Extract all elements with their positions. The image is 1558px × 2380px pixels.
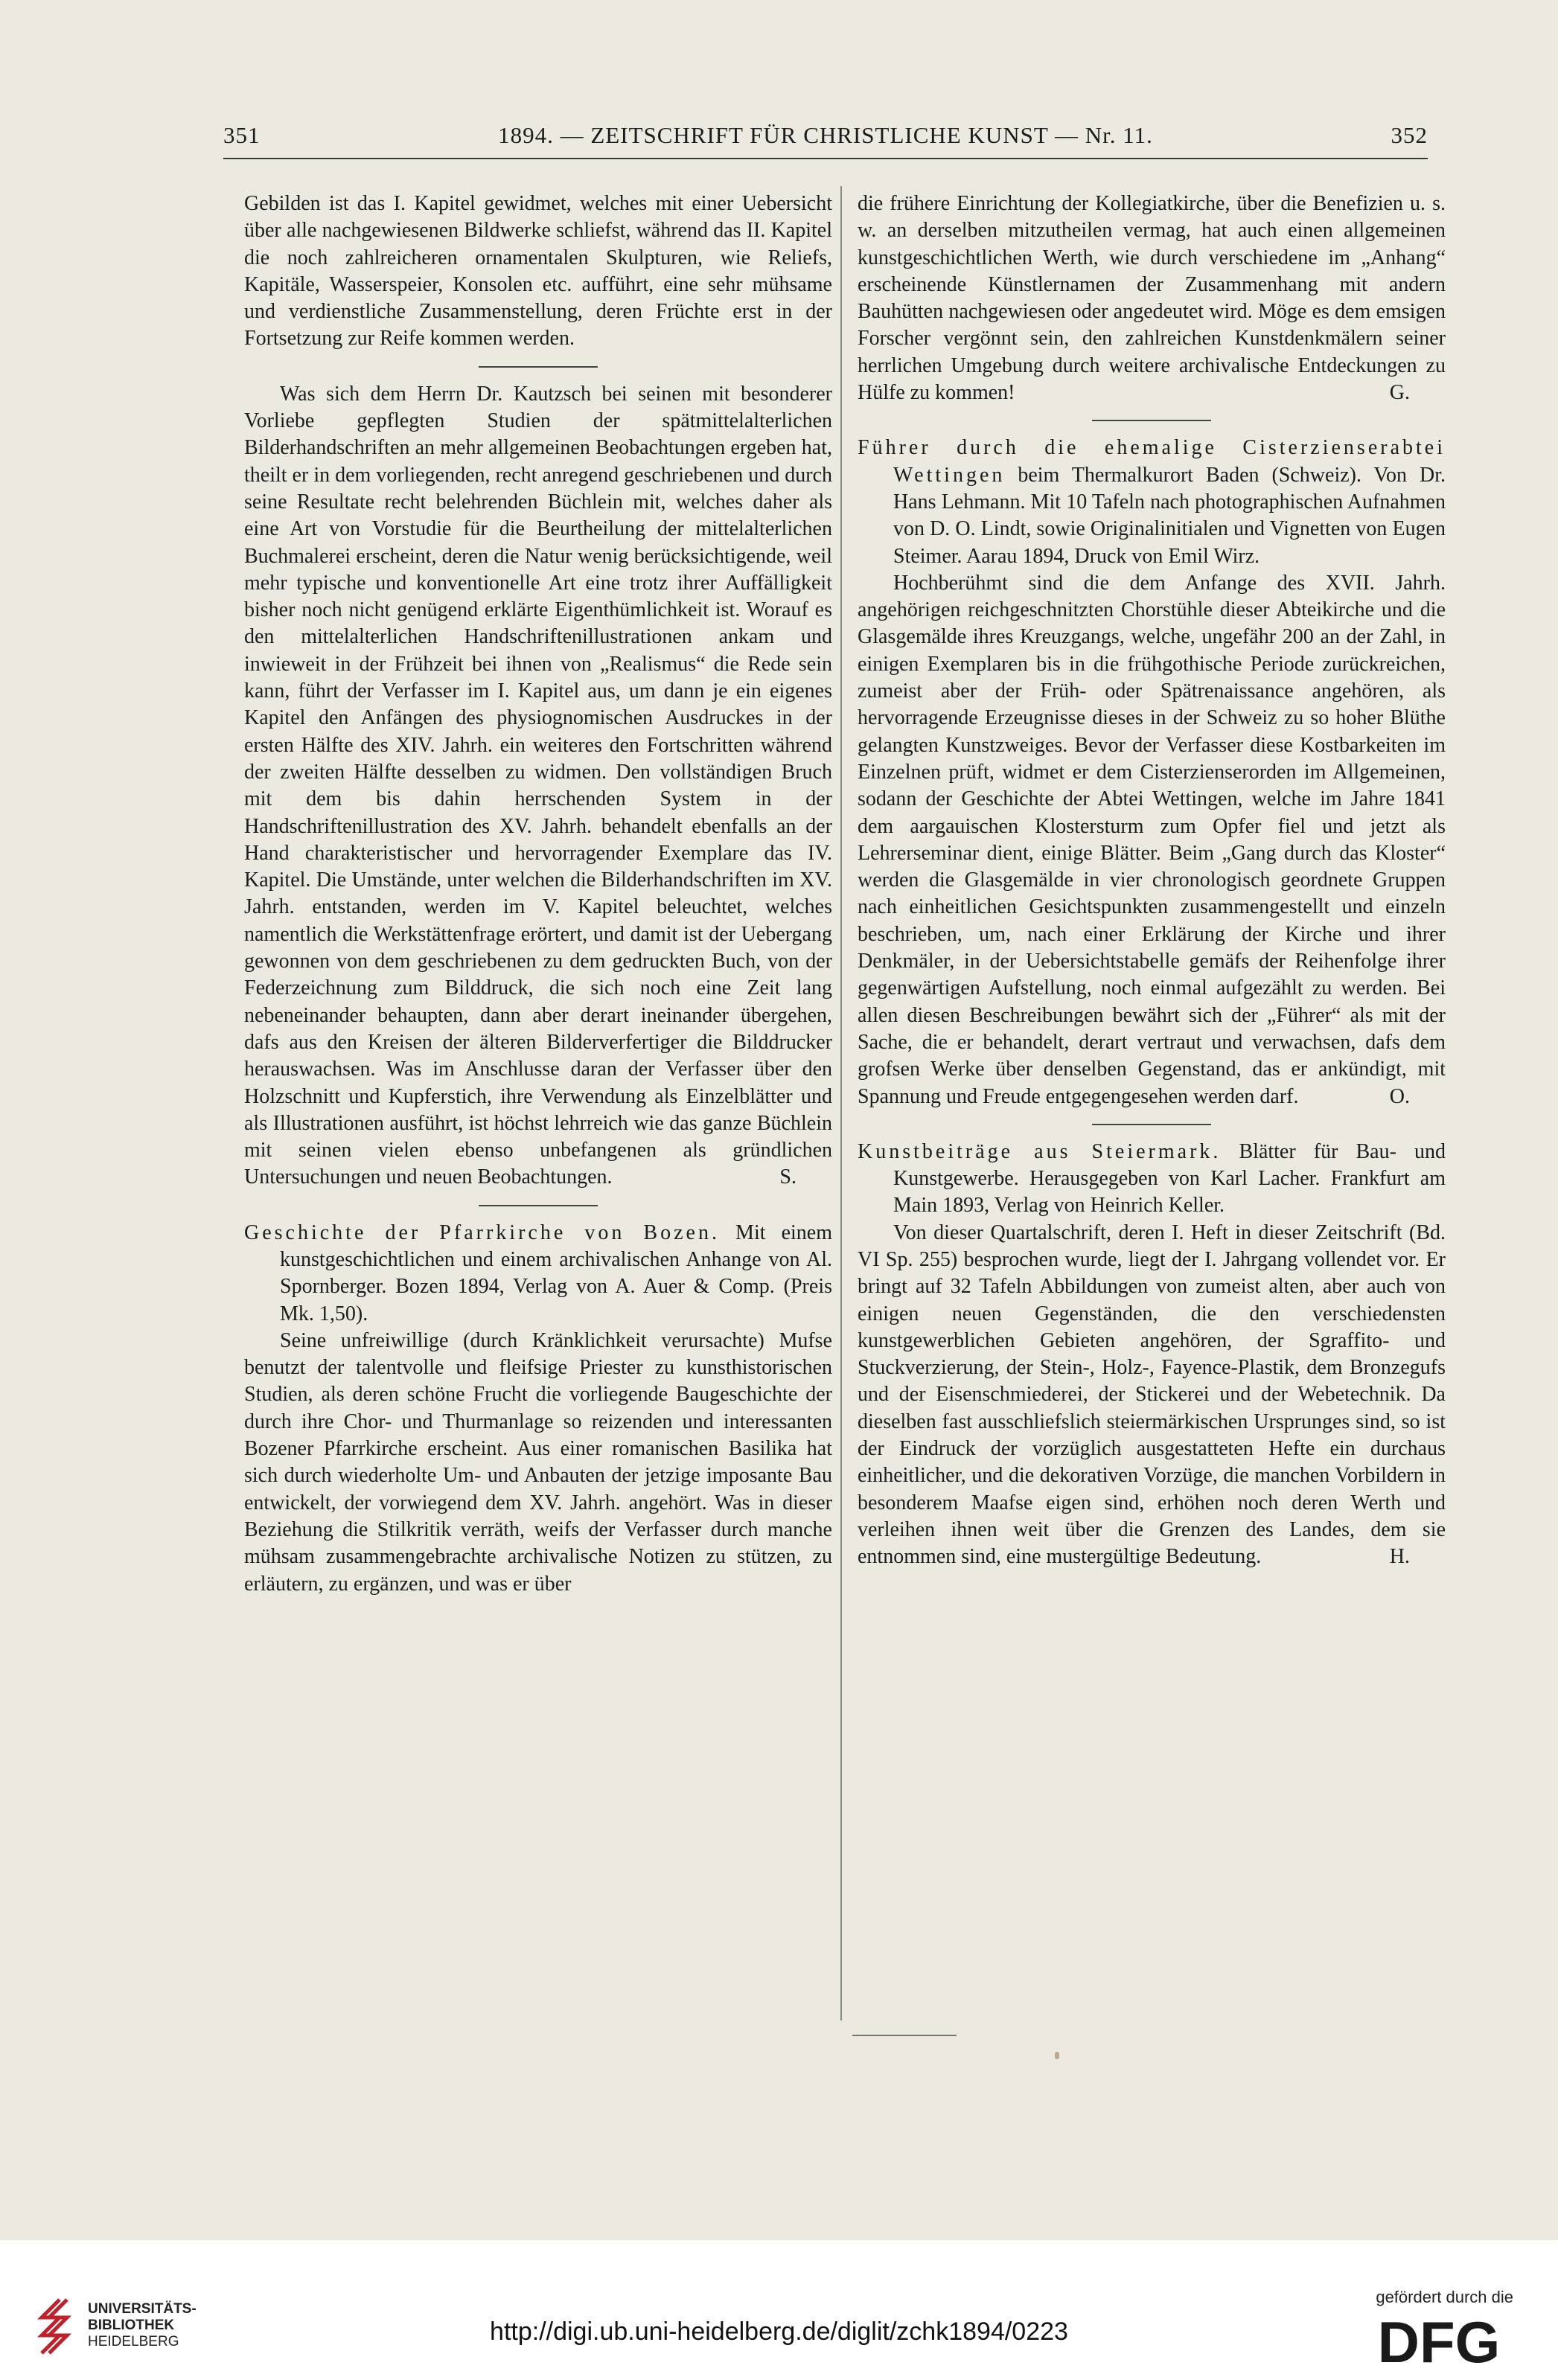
reviewer-signature: O. <box>1389 1084 1410 1108</box>
library-name-line: HEIDELBERG <box>88 2334 179 2349</box>
review-text: Seine unfreiwillige (durch Kränklichkeit verursachte) Mufse benutzt der talentvolle und fleifsige Priester zu kunsthistorischen Studien, als deren schöne Frucht die vorliegende Baugeschichte der durch ihre Chor- und Thurmanlage so reizenden und interessanten Bozener Pfarrkirche erscheint. Aus einer romanischen Basilika hat sich durch wiederholte Um- und Anbauten der jetzige imposante Bau entwickelt, der vorwiegend dem XV. Jahrh. angehört. Was in dieser Beziehung die Stilkritik verräth, weifs der Verfasser durch manche mühsam zusammengebrachte archivalische Notizen zu stützen, zu erläutern, zu ergänzen, und was er über <box>244 1328 832 1596</box>
review-text: Gebilden ist das I. Kapitel gewidmet, welches mit einer Uebersicht über alle nachgewiesenen Bildwerke schliefst, während das II. Kapitel die noch zahlreicheren ornamentalen Skulpturen, wie Reliefs, Kapitäle, Wasserspeier, Konsolen etc. aufführt, eine sehr mühsame und verdienstliche Zusammenstellung, deren Früchte erst in der Fortsetzung zur Reife kommen werden. <box>244 192 832 351</box>
book-title: Kunstbeiträge aus Steiermark. <box>858 1139 1222 1163</box>
permalink-url[interactable]: http://digi.ub.uni-heidelberg.de/diglit/zchk1894/0223 <box>490 2317 1068 2346</box>
library-name-line: BIBLIOTHEK <box>88 2317 175 2333</box>
page-number-right: 352 <box>1391 122 1428 148</box>
review-text <box>858 1220 1446 1571</box>
page-number-left: 351 <box>223 122 261 148</box>
book-bibliography: Blätter für Bau- und Kunstgewerbe. Herausgegeben von Karl Lacher. Frankfurt am Main 1893, Verlag von Heinrich Keller. <box>893 1139 1446 1218</box>
review-body: die frühere Einrichtung der Kollegiatkirche, über die Benefizien u. s. w. an derselben mitzutheilen vermag, hat auch einen allgemeinen kunstgeschichtlichen Werth, wie durch verschiedene im „Anhang“ erscheinende Künstlernamen der Zusammenhang mit andern Bauhütten nachgewiesen oder angedeutet wird. Möge es dem emsigen Forscher vergönnt sein, den zahlreichen Kunstdenkmälern seiner herrlichen Umgebung durch weitere archivalische Entdeckungen zu Hülfe zu kommen! <box>858 192 1446 405</box>
running-head <box>223 122 1428 159</box>
header-rule <box>223 158 1428 159</box>
left-column <box>244 191 832 1598</box>
book-entry <box>244 1220 832 1328</box>
journal-title: 1894. — ZEITSCHRIFT FÜR CHRISTLICHE KUNST — Nr. 11. <box>498 122 1153 148</box>
review-body: Was sich dem Herrn Dr. Kautzsch bei seinen mit besonderer Vorliebe gepflegten Studien der spätmittelalterlichen Bilderhandschriften an mehr allgemeinen Beobachtungen ergeben hat, theilt er in dem vorliegenden, recht anregend geschriebenen und durch seine Resultate recht belehrenden Büchlein mit, welches daher als eine Art von Vorstudie für die Beurtheilung der mittelalterlichen Buchmalerei erscheint, deren die Natur wenig berücksichtigende, weil mehr typische und konventionelle Art eine trotz ihrer Auffälligkeit bisher noch nicht genügend erklärte Eigenthümlichkeit ist. Worauf es den mittelalterlichen Handschriftenillustrationen ankam und inwieweit in der Frühzeit bei ihnen von „Realismus“ die Rede sein kann, führt der Verfasser im I. Kapitel aus, um dann je ein eigenes Kapitel den Anfängen des physiognomischen Ausdruckes in der ersten Hälfte des XIV. Jahrh. ein weiteres den Fortschritten während der zweiten Hälfte desselben zu widmen. Den vollständigen Bruch mit dem bis dahin herrschenden System in der Handschriftenillustration des XV. Jahrh. behandelt ebenfalls an der Hand charakteristischer und hervorragender Exemplare das IV. Kapitel. Die Umstände, unter welchen die Bilderhandschriften im XV. Jahrh. entstanden, werden im V. Kapitel beleuchtet, welches namentlich die Werkstättenfrage erörtert, und damit ist der Uebergang gewonnen von dem geschriebenen zu dem gedruckten Buch, von der Federzeichnung zum Bilddruck, die sich noch eine Zeit lang nebeneinander behaupten, dann aber derart ineinander übergehen, dafs aus den Kreisen der älteren Bilderverfertiger die Bilddrucker herauswachsen. Was im Anschlusse daran der Verfasser über den Holzschnitt und Kupferstich, ihre Verwendung als Einzelblätter und als Illustrationen ausführt, ist höchst lehrreich wie das ganze Büchlein mit seinen vielen ebenso unbefangenen als gründlichen Untersuchungen und neuen Beobachtungen. <box>244 382 832 1189</box>
digitization-footer <box>0 2240 1558 2380</box>
dfg-logo-text: DFG <box>1377 2310 1501 2370</box>
paper-stain <box>1055 2052 1059 2059</box>
book-entry <box>858 1139 1446 1220</box>
section-rule <box>479 1205 598 1206</box>
book-entry <box>858 435 1446 569</box>
review-body: Hochberühmt sind die dem Anfange des XVII. Jahrh. angehörigen reichgeschnitzten Chorstühle dieser Abteikirche und die Glasgemälde ihres Kreuzgangs, welche, ungefähr 200 an der Zahl, in einigen Exemplaren bis in die frühgothische Periode zurückreichen, zumeist aber der Früh- oder Spätrenaissance angehören, als hervorragende Erzeugnisse dieses in der Schweiz zu so hoher Blüthe gelangten Kunstzweiges. Bevor der Verfasser diese Kostbarkeiten im Einzelnen prüft, widmet er dem Cisterzienserorden im Allgemeinen, sodann der Geschichte der Abtei Wettingen, welche im Jahre 1841 dem aargauischen Klostersturm zum Opfer fiel und jetzt als Lehrerseminar dient, einige Blätter. Beim „Gang durch das Kloster“ werden die Glasgemälde in vier chronologisch geordnete Gruppen nach einheitlichen Gesichtspunkten zusammengestellt und einzeln beschrieben, um, nach einer Erklärung der Kirche und ihrer Denkmäler, in der Uebersichtstabelle gemäfs der Reihenfolge ihrer gegenwärtigen Aufstellung, noch einmal aufgezählt zu werden. Bei allen diesen Beschreibungen bewährt sich der „Führer“ als mit der Sache, die er behandelt, derart vertraut und verwachsen, dafs dem grofsen Werke über denselben Gegenstand, das er ankündigt, mit Spannung und Freude entgegengesehen werden darf. <box>858 571 1446 1108</box>
dfg-logo-icon <box>1364 2310 1513 2370</box>
section-rule <box>1092 420 1211 421</box>
review-text <box>244 381 832 1191</box>
funding-note: gefördert durch die <box>1376 2288 1513 2306</box>
book-bibliography: beim Thermalkurort Baden (Schweiz). Von Dr. Hans Lehmann. Mit 10 Tafeln nach photographischen Aufnahmen von D. O. Lindt, sowie Originalinitialen und Vignetten von Eugen Steimer. Aarau 1894, Druck von Emil Wirz. <box>893 463 1446 568</box>
library-name-line: UNIVERSITÄTS- <box>88 2301 197 2317</box>
reviewer-signature: S. <box>779 1165 796 1189</box>
book-title: Führer durch die ehemalige Cisterzienserabtei Wettingen <box>858 436 1446 487</box>
book-bibliography: Mit einem kunstgeschichtlichen und einem archivalischen Anhange von Al. Spornberger. Bozen 1894, Verlag von A. Auer & Comp. (Preis Mk. 1,50). <box>280 1221 833 1325</box>
right-column <box>858 191 1446 1571</box>
review-body: Von dieser Quartalschrift, deren I. Heft in dieser Zeitschrift (Bd. VI Sp. 255) besprochen wurde, liegt der I. Jahrgang vollendet vor. Er bringt auf 32 Tafeln Abbildungen von zumeist alten, aber auch von einigen neuen Gegenständen, die den verschiedensten kunstgewerblichen Gebieten angehören, der Sgraffito- und Stuckverzierung, der Stein-, Holz-, Fayence-Plastik, dem Bronzegufs und der Eisenschmiederei, der Stickerei und der Webetechnik. Da dieselben fast ausschliefslich steiermärkischen Ursprunges sind, so ist der Eindruck der vorzüglich ausgestatteten Hefte ein durchaus einheitlicher, und die dekorativen Vorzüge, die manchen Vorbildern in besonderem Maafse eigen sind, erhöhen noch deren Werth und verleihen ihnen weit über die Grenzen des Landes, dem sie entnommen sind, eine mustergültige Bedeutung. <box>858 1221 1446 1569</box>
reviewer-signature: H. <box>1389 1545 1410 1569</box>
column-divider <box>840 186 842 2021</box>
review-text <box>858 570 1446 1110</box>
reviewer-signature: G. <box>1389 381 1410 405</box>
review-text <box>858 191 1446 406</box>
end-rule <box>852 2035 957 2036</box>
section-rule <box>479 366 598 368</box>
book-title: Geschichte der Pfarrkirche von Bozen. <box>244 1221 720 1244</box>
section-rule <box>1092 1124 1211 1125</box>
